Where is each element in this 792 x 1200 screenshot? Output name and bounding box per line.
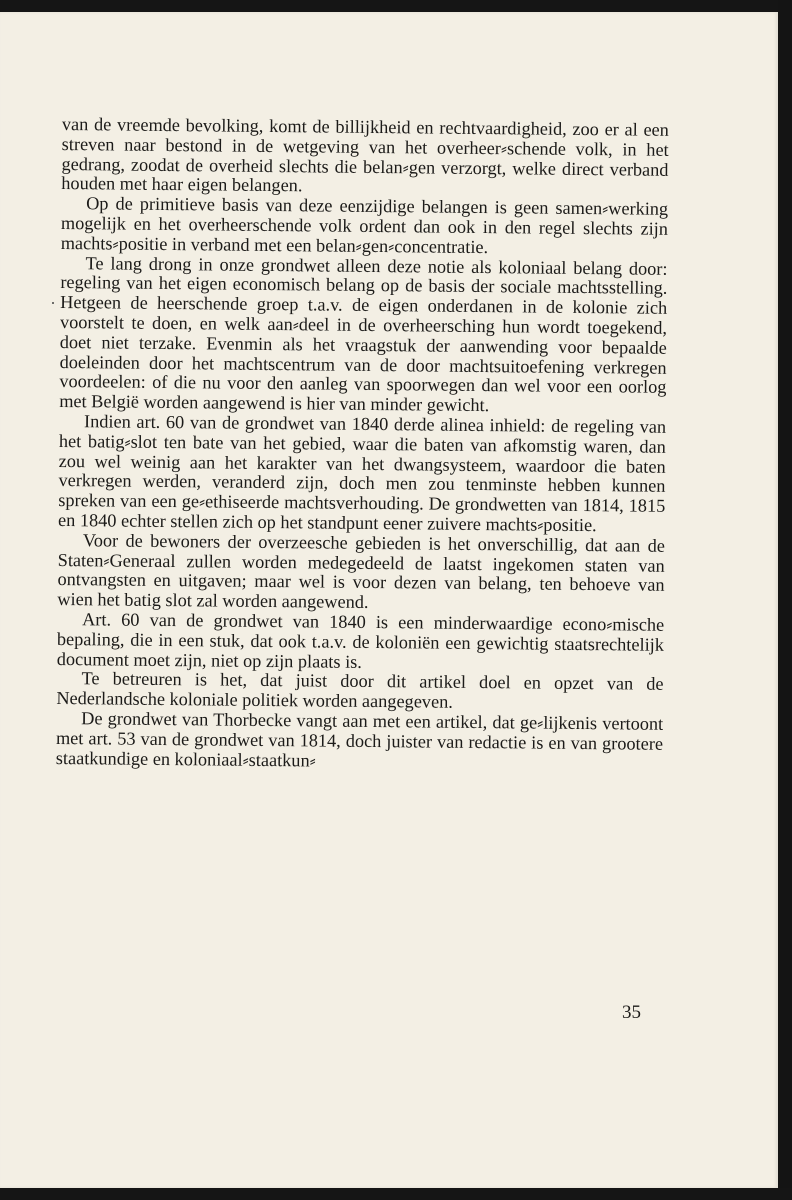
body-text <box>56 115 669 774</box>
page-number: 35 <box>622 1002 641 1023</box>
scan-border-top <box>0 0 792 12</box>
paragraph-4: Indien art. 60 van de grondwet van 1840 derde alinea inhield: de regeling van het batig⸗slot ten bate van het gebied, waar die baten van afkomstig waren, dan zou wel weinig aan het karakter van het dwangsysteem, waardoor die baten verkregen werden, veranderd zijn, doch men zou tenminste hebben kunnen spreken van een ge⸗ethiseerde machtsverhouding. De grondwetten van 1814, 1815 en 1840 echter stellen zich op het standpunt eener zuivere machts⸗positie. <box>58 411 667 536</box>
paragraph-7: Te betreuren is het, dat juist door dit artikel doel en opzet van de Nederlandsche koloniale politiek worden aangegeven. <box>56 668 664 712</box>
paragraph-8: De grondwet van Thorbecke vangt aan met een artikel, dat ge⸗lijkenis vertoont met art. 53 van de grondwet van 1814, doch juister van redactie is en van grootere staatkundige en koloniaal⸗staatkun⸗ <box>55 708 664 770</box>
paragraph-2: Op de primitieve basis van deze eenzijdige belangen is geen samen⸗werking mogelijk en het overheerschende volk ordent dan ook in den regel slechts zijn machts⸗positie in verband met een belan⸗gen⸗concentratie. <box>60 193 669 257</box>
scan-border-right <box>778 0 792 1200</box>
paragraph-5: Voor de bewoners der overzeesche gebieden is het onverschillig, dat aan de Staten⸗Generaal zullen worden medegedeeld de laatst ingekomen staten van ontvangsten en uitgaven; maar wel is voor dezen van belang, ten behoeve van wien het batig slot zal worden aangewend. <box>57 529 665 613</box>
print-speck <box>52 302 54 304</box>
paragraph-3: Te lang drong in onze grondwet alleen deze notie als koloniaal belang door: regeling van het eigen economisch belang op de basis der sociale machtsstelling. Hetgeen de heerschende groep t.a.v. de eigen onderdanen in de kolonie zich voorstelt te doen, en welk aan⸗deel in de overheersching hun wordt toegekend, doet niet terzake. Evenmin als het vraagstuk der aanwending voor bepaalde doeleinden door het machtscentrum van de door machtsuitoefening verkregen voordeelen: of die nu voor den aanleg van spoorwegen dan wel voor een oorlog met België worden aangewend is hier van minder gewicht. <box>59 252 668 416</box>
paragraph-1: van de vreemde bevolking, komt de billijkheid en rechtvaardigheid, zoo er al een streven naar bestond in de wetgeving van het overheer⸗schende volk, in het gedrang, zoodat de overheid slechts die belan⸗gen verzorgt, welke direct verband houden met haar eigen belangen. <box>61 114 669 196</box>
paragraph-6: Art. 60 van de grondwet van 1840 is een minderwaardige econo⸗mische bepaling, die in een stuk, dat ook t.a.v. de koloniën een gewichtig staatsrechtelijk document moet zijn, niet op zijn plaats is. <box>56 609 665 672</box>
scan-border-bottom <box>0 1188 792 1200</box>
